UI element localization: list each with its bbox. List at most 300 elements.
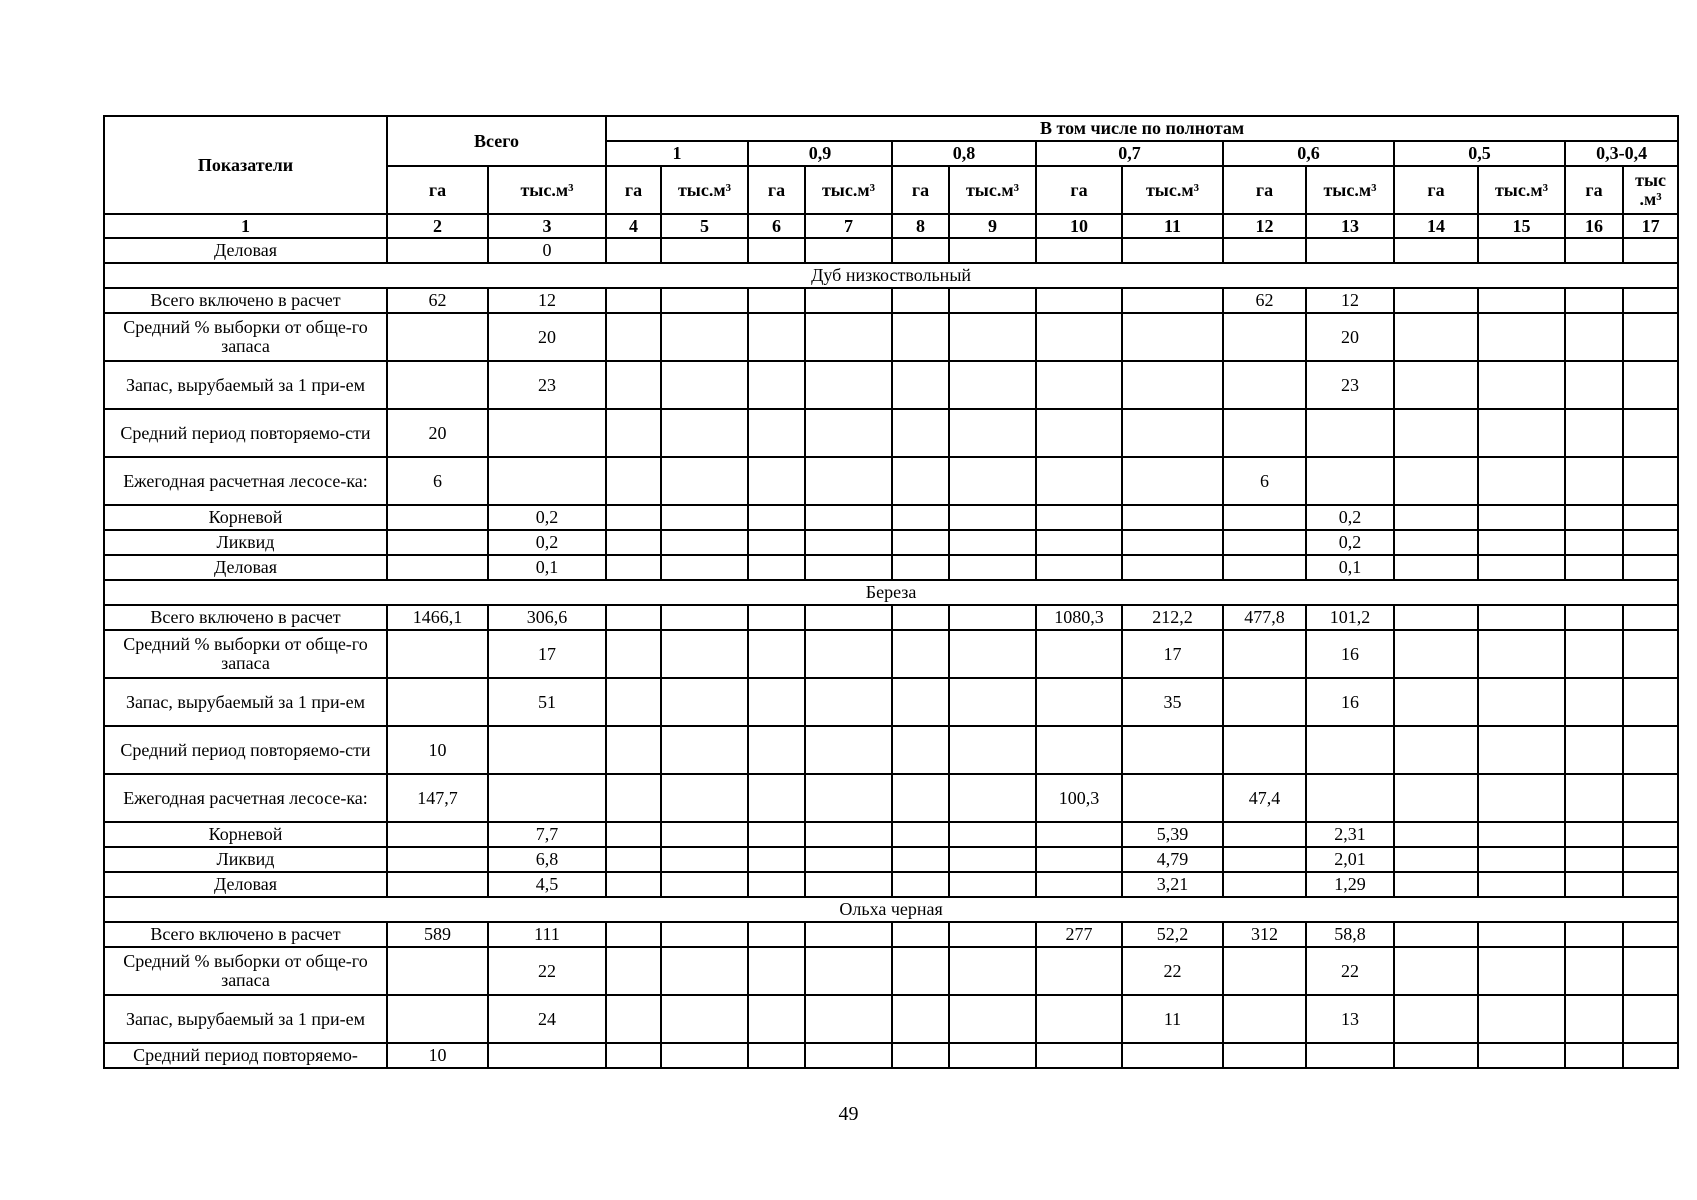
table-cell xyxy=(1036,1043,1122,1068)
header-unit-ha: га xyxy=(387,166,488,214)
table-cell xyxy=(949,630,1036,678)
table-cell: 147,7 xyxy=(387,774,488,822)
table-cell xyxy=(1223,726,1306,774)
table-cell xyxy=(748,605,805,630)
table-cell xyxy=(1623,1043,1678,1068)
table-cell xyxy=(661,238,748,263)
section-title: Ольха черная xyxy=(104,897,1678,922)
table-cell: 6,8 xyxy=(488,847,606,872)
table-cell xyxy=(949,555,1036,580)
table-cell xyxy=(1565,922,1623,947)
table-cell xyxy=(892,774,949,822)
table-row xyxy=(104,505,1678,530)
table-cell xyxy=(1565,947,1623,995)
table-cell: 0,2 xyxy=(488,505,606,530)
table-cell xyxy=(1623,361,1678,409)
row-label: Корневой xyxy=(104,822,387,847)
table-cell xyxy=(1623,947,1678,995)
table-cell xyxy=(892,678,949,726)
row-label: Средний период повторяемо-сти xyxy=(104,726,387,774)
column-number: 8 xyxy=(892,214,949,238)
table-cell xyxy=(748,872,805,897)
table-cell xyxy=(892,530,949,555)
table-cell: 23 xyxy=(1306,361,1394,409)
table-cell: 0,2 xyxy=(1306,505,1394,530)
table-cell xyxy=(748,530,805,555)
table-cell xyxy=(805,847,892,872)
table-cell xyxy=(1394,922,1478,947)
table-cell xyxy=(748,726,805,774)
table-cell xyxy=(387,630,488,678)
row-label: Деловая xyxy=(104,872,387,897)
table-cell xyxy=(1478,947,1565,995)
table-cell: 2,31 xyxy=(1306,822,1394,847)
table-cell xyxy=(1122,457,1223,505)
table-cell xyxy=(1394,605,1478,630)
table-cell xyxy=(606,726,661,774)
column-number: 16 xyxy=(1565,214,1623,238)
table-cell xyxy=(1623,605,1678,630)
table-cell xyxy=(748,409,805,457)
section-title: Береза xyxy=(104,580,1678,605)
table-cell xyxy=(661,1043,748,1068)
table-cell: 62 xyxy=(387,288,488,313)
table-cell xyxy=(606,457,661,505)
table-cell xyxy=(748,1043,805,1068)
table-cell xyxy=(1036,555,1122,580)
table-cell xyxy=(1565,409,1623,457)
table-cell xyxy=(1478,630,1565,678)
table-cell xyxy=(488,1043,606,1068)
table-cell xyxy=(1623,774,1678,822)
table-cell xyxy=(1478,847,1565,872)
table-cell xyxy=(949,947,1036,995)
table-cell xyxy=(1394,409,1478,457)
header-by-density: В том числе по полнотам xyxy=(606,116,1678,141)
table-row xyxy=(104,361,1678,409)
table-cell xyxy=(892,947,949,995)
table-cell xyxy=(387,872,488,897)
table-cell xyxy=(805,822,892,847)
table-cell xyxy=(1478,361,1565,409)
table-cell xyxy=(892,505,949,530)
table-cell xyxy=(661,922,748,947)
table-cell xyxy=(1122,288,1223,313)
table-cell: 16 xyxy=(1306,630,1394,678)
table-cell xyxy=(949,605,1036,630)
table-cell xyxy=(606,872,661,897)
table-cell: 1080,3 xyxy=(1036,605,1122,630)
table-cell: 0,1 xyxy=(1306,555,1394,580)
table-cell xyxy=(1623,505,1678,530)
table-cell xyxy=(1478,409,1565,457)
table-cell xyxy=(805,774,892,822)
header-unit-ha: га xyxy=(748,166,805,214)
table-cell xyxy=(661,872,748,897)
table-cell: 212,2 xyxy=(1122,605,1223,630)
table-cell xyxy=(1565,530,1623,555)
column-number: 5 xyxy=(661,214,748,238)
table-cell xyxy=(661,313,748,361)
table-cell xyxy=(892,847,949,872)
table-cell xyxy=(1478,555,1565,580)
table-cell xyxy=(661,726,748,774)
table-cell: 20 xyxy=(1306,313,1394,361)
table-cell xyxy=(805,1043,892,1068)
column-number: 4 xyxy=(606,214,661,238)
table-cell xyxy=(892,313,949,361)
table-cell xyxy=(606,555,661,580)
table-cell xyxy=(1478,1043,1565,1068)
table-cell: 1466,1 xyxy=(387,605,488,630)
table-cell xyxy=(1565,1043,1623,1068)
table-cell xyxy=(661,847,748,872)
table-cell xyxy=(892,555,949,580)
row-label: Деловая xyxy=(104,555,387,580)
table-cell xyxy=(1394,995,1478,1043)
table-cell: 13 xyxy=(1306,995,1394,1043)
table-cell: 17 xyxy=(488,630,606,678)
table-cell xyxy=(1623,822,1678,847)
table-row xyxy=(104,995,1678,1043)
table-cell xyxy=(606,409,661,457)
table-cell xyxy=(1478,238,1565,263)
header-unit-vol-last: тыс .м³ xyxy=(1623,166,1678,214)
table-cell: 24 xyxy=(488,995,606,1043)
table-cell xyxy=(1394,822,1478,847)
table-cell xyxy=(1223,555,1306,580)
column-number: 11 xyxy=(1122,214,1223,238)
header-unit-vol: тыс.м³ xyxy=(488,166,606,214)
table-cell xyxy=(661,630,748,678)
header-unit-vol: тыс.м³ xyxy=(805,166,892,214)
table-cell xyxy=(606,530,661,555)
table-cell xyxy=(805,505,892,530)
table-cell xyxy=(606,922,661,947)
header-unit-vol: тыс.м³ xyxy=(1478,166,1565,214)
table-cell xyxy=(1394,288,1478,313)
table-cell xyxy=(1394,774,1478,822)
header-density: 0,9 xyxy=(748,141,892,166)
table-cell xyxy=(1223,361,1306,409)
table-cell: 306,6 xyxy=(488,605,606,630)
table-cell: 0 xyxy=(488,238,606,263)
table-cell: 589 xyxy=(387,922,488,947)
table-cell xyxy=(387,822,488,847)
table-cell xyxy=(661,457,748,505)
table-cell xyxy=(606,313,661,361)
table-cell xyxy=(1223,678,1306,726)
table-cell xyxy=(949,995,1036,1043)
table-cell xyxy=(949,1043,1036,1068)
table-cell xyxy=(748,847,805,872)
section-title: Дуб низкоствольный xyxy=(104,263,1678,288)
table-cell xyxy=(1565,678,1623,726)
table-cell xyxy=(1122,409,1223,457)
table-cell xyxy=(1623,409,1678,457)
table-cell xyxy=(1223,409,1306,457)
table-row xyxy=(104,822,1678,847)
table-row xyxy=(104,238,1678,263)
table-cell: 477,8 xyxy=(1223,605,1306,630)
row-label: Деловая xyxy=(104,238,387,263)
table-cell: 1,29 xyxy=(1306,872,1394,897)
table-row xyxy=(104,630,1678,678)
table-cell: 4,79 xyxy=(1122,847,1223,872)
table-cell xyxy=(892,872,949,897)
table-cell xyxy=(1122,774,1223,822)
row-label: Средний период повторяемо-сти xyxy=(104,409,387,457)
table-cell xyxy=(661,947,748,995)
table-cell: 47,4 xyxy=(1223,774,1306,822)
table-cell xyxy=(1623,555,1678,580)
row-label: Ликвид xyxy=(104,847,387,872)
forest-stock-table xyxy=(103,115,1679,1069)
table-cell xyxy=(1223,947,1306,995)
table-cell xyxy=(387,678,488,726)
table-cell xyxy=(1623,288,1678,313)
table-cell xyxy=(949,678,1036,726)
table-cell xyxy=(1122,238,1223,263)
table-cell xyxy=(1623,726,1678,774)
table-cell xyxy=(606,678,661,726)
table-cell xyxy=(1394,726,1478,774)
table-cell xyxy=(748,361,805,409)
table-cell xyxy=(1036,409,1122,457)
table-row xyxy=(104,555,1678,580)
table-cell: 35 xyxy=(1122,678,1223,726)
table-cell xyxy=(949,409,1036,457)
table-cell xyxy=(1478,922,1565,947)
header-density: 1 xyxy=(606,141,748,166)
table-cell xyxy=(805,922,892,947)
header-indicators: Показатели xyxy=(104,116,387,214)
table-cell xyxy=(748,947,805,995)
table-cell xyxy=(748,678,805,726)
table-cell xyxy=(748,313,805,361)
table-cell xyxy=(1306,726,1394,774)
table-cell xyxy=(805,288,892,313)
row-label: Ежегодная расчетная лесосе-ка: xyxy=(104,774,387,822)
table-cell xyxy=(949,847,1036,872)
table-cell xyxy=(1478,678,1565,726)
table-cell xyxy=(1623,872,1678,897)
table-cell xyxy=(748,822,805,847)
table-cell xyxy=(606,774,661,822)
table-cell xyxy=(1036,678,1122,726)
table-cell xyxy=(1565,822,1623,847)
table-cell: 3,21 xyxy=(1122,872,1223,897)
table-cell xyxy=(949,313,1036,361)
table-cell xyxy=(1565,313,1623,361)
table-cell xyxy=(488,409,606,457)
table-cell xyxy=(606,361,661,409)
table-cell xyxy=(1565,872,1623,897)
header-unit-vol: тыс.м³ xyxy=(661,166,748,214)
table-cell xyxy=(1565,457,1623,505)
table-cell xyxy=(1306,1043,1394,1068)
table-cell xyxy=(949,505,1036,530)
table-cell xyxy=(748,457,805,505)
table-cell xyxy=(892,361,949,409)
table-cell xyxy=(1394,1043,1478,1068)
table-cell xyxy=(748,505,805,530)
table-cell: 12 xyxy=(1306,288,1394,313)
table-cell xyxy=(387,847,488,872)
table-cell: 20 xyxy=(387,409,488,457)
table-cell xyxy=(805,947,892,995)
table-row xyxy=(104,872,1678,897)
table-cell xyxy=(606,605,661,630)
table-cell: 22 xyxy=(1122,947,1223,995)
table-cell xyxy=(1623,238,1678,263)
table-cell xyxy=(1036,457,1122,505)
table-cell xyxy=(949,530,1036,555)
table-cell xyxy=(1565,238,1623,263)
row-label: Средний период повторяемо- xyxy=(104,1043,387,1068)
table-cell: 12 xyxy=(488,288,606,313)
table-cell xyxy=(805,361,892,409)
table-cell: 111 xyxy=(488,922,606,947)
table-cell xyxy=(606,505,661,530)
table-cell xyxy=(805,678,892,726)
table-cell xyxy=(1623,630,1678,678)
table-cell xyxy=(949,726,1036,774)
table-cell: 51 xyxy=(488,678,606,726)
table-cell xyxy=(661,605,748,630)
row-label: Корневой xyxy=(104,505,387,530)
table-cell xyxy=(387,530,488,555)
table-cell xyxy=(1036,995,1122,1043)
row-label: Всего включено в расчет xyxy=(104,922,387,947)
table-cell xyxy=(1394,947,1478,995)
header-unit-ha: га xyxy=(1565,166,1623,214)
table-cell xyxy=(1394,872,1478,897)
table-cell xyxy=(1394,847,1478,872)
table-cell xyxy=(661,555,748,580)
table-cell xyxy=(892,630,949,678)
table-cell xyxy=(661,288,748,313)
table-cell xyxy=(949,288,1036,313)
table-cell: 22 xyxy=(1306,947,1394,995)
table-cell xyxy=(1036,947,1122,995)
row-label: Ежегодная расчетная лесосе-ка: xyxy=(104,457,387,505)
table-cell xyxy=(606,822,661,847)
table-cell xyxy=(805,409,892,457)
table-body xyxy=(104,238,1678,1068)
column-number: 13 xyxy=(1306,214,1394,238)
table-cell xyxy=(387,238,488,263)
table-cell: 2,01 xyxy=(1306,847,1394,872)
table-cell: 312 xyxy=(1223,922,1306,947)
table-cell xyxy=(488,726,606,774)
table-cell xyxy=(661,774,748,822)
row-label: Средний % выборки от обще-го запаса xyxy=(104,947,387,995)
table-cell: 23 xyxy=(488,361,606,409)
table-cell xyxy=(949,361,1036,409)
header-unit-ha: га xyxy=(606,166,661,214)
table-cell xyxy=(805,530,892,555)
table-cell xyxy=(1565,605,1623,630)
table-cell xyxy=(1623,530,1678,555)
column-number: 3 xyxy=(488,214,606,238)
table-cell: 4,5 xyxy=(488,872,606,897)
table-cell: 22 xyxy=(488,947,606,995)
table-cell xyxy=(1478,530,1565,555)
table-cell xyxy=(1223,630,1306,678)
table-cell xyxy=(387,505,488,530)
section-row xyxy=(104,580,1678,605)
table-cell xyxy=(949,238,1036,263)
table-cell: 58,8 xyxy=(1306,922,1394,947)
table-cell: 6 xyxy=(1223,457,1306,505)
table-cell xyxy=(892,922,949,947)
page-number: 49 xyxy=(838,1103,859,1125)
table-cell xyxy=(1036,822,1122,847)
table-cell: 10 xyxy=(387,726,488,774)
table-cell xyxy=(1565,288,1623,313)
table-cell xyxy=(805,313,892,361)
table-cell xyxy=(1306,238,1394,263)
table-cell xyxy=(892,822,949,847)
table-cell: 277 xyxy=(1036,922,1122,947)
column-number: 1 xyxy=(104,214,387,238)
table-cell xyxy=(1623,678,1678,726)
table-row xyxy=(104,313,1678,361)
table-cell xyxy=(1623,847,1678,872)
table-cell xyxy=(661,678,748,726)
table-cell: 5,39 xyxy=(1122,822,1223,847)
table-cell: 100,3 xyxy=(1036,774,1122,822)
table-cell xyxy=(1306,774,1394,822)
table-cell xyxy=(1394,630,1478,678)
table-cell xyxy=(1478,457,1565,505)
header-density: 0,5 xyxy=(1394,141,1565,166)
column-number: 17 xyxy=(1623,214,1678,238)
table-cell xyxy=(1478,505,1565,530)
table-cell: 0,2 xyxy=(1306,530,1394,555)
table-cell xyxy=(805,995,892,1043)
table-cell xyxy=(606,238,661,263)
table-cell xyxy=(748,555,805,580)
header-unit-ha: га xyxy=(892,166,949,214)
table-row xyxy=(104,678,1678,726)
table-cell xyxy=(387,947,488,995)
table-row xyxy=(104,530,1678,555)
table-row xyxy=(104,774,1678,822)
table-cell: 10 xyxy=(387,1043,488,1068)
table-cell xyxy=(1036,630,1122,678)
table-cell xyxy=(488,774,606,822)
table-cell xyxy=(1223,505,1306,530)
table-cell: 52,2 xyxy=(1122,922,1223,947)
table-cell xyxy=(1122,505,1223,530)
header-density: 0,8 xyxy=(892,141,1036,166)
column-number: 12 xyxy=(1223,214,1306,238)
table-cell xyxy=(805,457,892,505)
table-row xyxy=(104,409,1678,457)
column-number: 2 xyxy=(387,214,488,238)
table-cell xyxy=(387,555,488,580)
table-cell xyxy=(606,947,661,995)
row-label: Всего включено в расчет xyxy=(104,288,387,313)
table-cell: 16 xyxy=(1306,678,1394,726)
table-header xyxy=(104,116,1678,238)
header-density: 0,6 xyxy=(1223,141,1394,166)
section-row xyxy=(104,263,1678,288)
header-unit-vol: тыс.м³ xyxy=(1306,166,1394,214)
table-cell xyxy=(1394,238,1478,263)
